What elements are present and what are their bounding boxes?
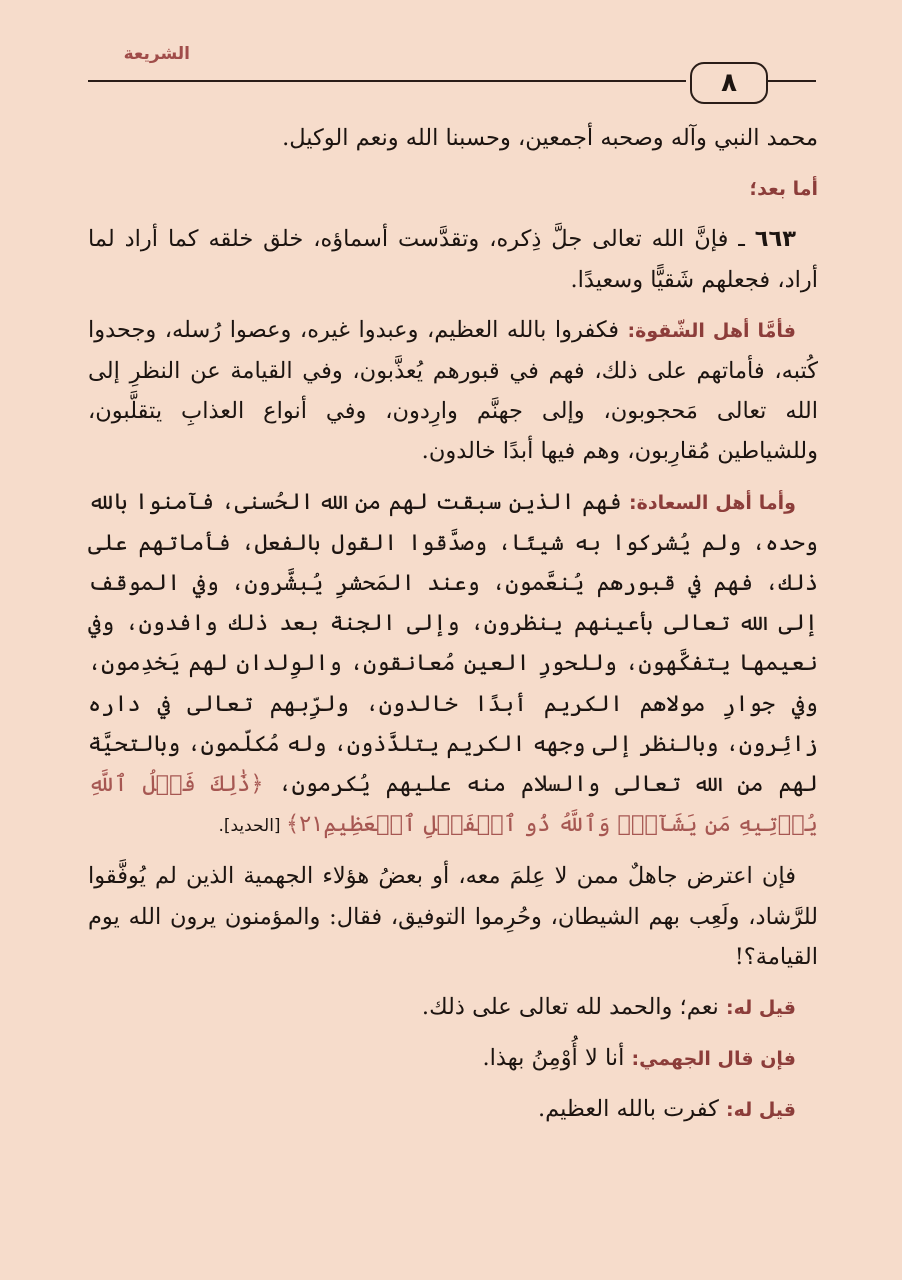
paragraph-4 bbox=[88, 310, 818, 472]
paragraph-3 bbox=[88, 219, 818, 299]
section-number: ٦٦٣ bbox=[754, 226, 796, 253]
paragraph-6-text: فإن اعترض جاهلٌ ممن لا عِلمَ معه، أو بعضُ هؤلاء الجهمية الذين لم يُوفَّقوا للرَّشاد، ولَعِب بهم الشيطان، وحُرِموا التوفيق، فقال: والمؤمنون يرون الله يوم القيامة؟! bbox=[88, 863, 818, 970]
ayah-number: ٢١﴾ bbox=[285, 811, 324, 838]
paragraph-1-text: محمد النبي وآله وصحبه أجمعين، وحسبنا الله ونعم الوكيل. bbox=[282, 125, 818, 151]
paragraph-5 bbox=[88, 482, 818, 847]
header-rule-right bbox=[768, 80, 816, 82]
paragraph-9 bbox=[88, 1089, 818, 1130]
paragraph-4-label: فأمَّا أهل الشّقوة: bbox=[627, 319, 796, 342]
page-number: ٨ bbox=[690, 62, 768, 104]
paragraph-2 bbox=[88, 168, 818, 209]
paragraph-7 bbox=[88, 987, 818, 1028]
paragraph-5-text: فهم الذين سبقت لهم من الله الحُسنى، فآمنوا بالله وحده، ولم يُشركوا به شيئًا، وصدَّقوا القول بالفعل، فأماتهم على ذلك، فهم في قبورهم يُنعَّمون، وعند المَحشرِ يُبشَّرون، وفي الموقف إلى الله تعالى بأعينهم ينظرون، وإلى الجنة بعد ذلك وافدون، وفي نعيمها يتفكَّهون، وللحورِ العين مُعانقون، والوِلدان لهم يَخدِمون، وفي جوارِ مولاهم الكريم أبدًا خالدون، ولرِّبهم تعالى في داره زائِرون، وبالنظر إلى وجهه الكريم يتلذَّذون، وله مُكلّمون، وبالتحيَّة لهم من الله تعالى والسلام منه عليهم يُكرمون، bbox=[88, 488, 818, 798]
paragraph-6 bbox=[88, 856, 818, 977]
surah-reference: [الحديد]. bbox=[218, 816, 286, 837]
paragraph-7-label: قيل له: bbox=[725, 997, 796, 1020]
quran-verse: ﴿ذَٰلِكَ فَضۡلُ ٱللَّهِ يُؤۡتِيهِ مَن يَشَآءُۚ وَٱللَّهُ ذُو ٱلۡفَضۡلِ ٱلۡعَظِيمِ bbox=[88, 771, 818, 838]
paragraph-8 bbox=[88, 1038, 818, 1079]
paragraph-4-text: فكفروا بالله العظيم، وعبدوا غيره، وعصوا رُسله، وجحدوا كُتبه، فأماتهم على ذلك، فهم في قبورهم يُعذَّبون، وفي القيامة عن النظرِ إلى الله تعالى مَحجوبون، وإلى جهنَّم وارِدون، وفي أنواع العذابِ يتقلَّبون، وللشياطين مُقارِبون، وهم فيها أبدًا خالدون. bbox=[88, 316, 818, 465]
paragraph-5-label: وأما أهل السعادة: bbox=[629, 491, 796, 514]
paragraph-1 bbox=[88, 118, 818, 158]
paragraph-3-text: ـ فإنَّ الله تعالى جلَّ ذِكره، وتقدَّست أسماؤه، خلق خلقه كما أراد لما أراد، فجعلهم شَقيًّا وسعيدًا. bbox=[88, 226, 818, 293]
section-label: أما بعد؛ bbox=[749, 178, 818, 201]
body-text bbox=[88, 118, 818, 1141]
paragraph-9-label: قيل له: bbox=[725, 1099, 796, 1122]
paragraph-7-text: نعم؛ والحمد لله تعالى على ذلك. bbox=[421, 994, 726, 1021]
running-title: الشريعة bbox=[123, 44, 190, 64]
paragraph-8-label: فإن قال الجهمي: bbox=[631, 1048, 796, 1071]
header-rule-left bbox=[88, 80, 686, 82]
paragraph-8-text: أنا لا أُوْمِنُ بهذا. bbox=[482, 1045, 632, 1072]
paragraph-9-text: كفرت بالله العظيم. bbox=[538, 1096, 726, 1123]
